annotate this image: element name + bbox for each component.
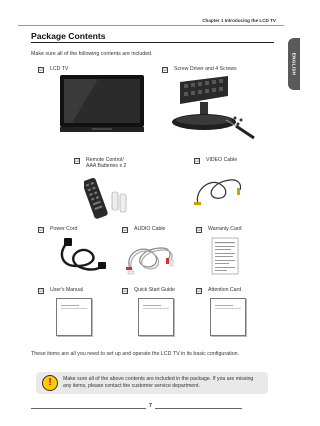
item-quick-start-guide [122, 287, 175, 294]
checkbox-icon: ☑ [75, 157, 79, 163]
checkbox-icon: ☑ [39, 226, 43, 232]
footer-rule [31, 408, 242, 409]
item-label: LCD TV [50, 66, 69, 72]
users-manual-image [56, 298, 92, 336]
item-screw-driver [162, 66, 237, 73]
checkbox-icon: ☑ [123, 287, 127, 293]
page-title: Package Contents [31, 31, 106, 41]
checkbox-icon: ☑ [39, 66, 43, 72]
checkbox-icon: ☑ [163, 66, 167, 72]
item-audio-cable [122, 226, 165, 233]
item-power-cord [38, 226, 77, 233]
power-cord-image [52, 236, 108, 276]
item-lcd-tv [38, 66, 68, 73]
notice-text: Make sure all of the above contents are included in the package. If you are missing any items, please contact the customer service department. [63, 376, 254, 389]
warranty-card-image [208, 236, 244, 278]
intro-text: Make sure all of the following contents are included. [31, 51, 153, 57]
item-label: Power Cord [50, 226, 78, 232]
chapter-header: Chapter 1 Introducing the LCD TV [202, 18, 276, 23]
item-label: Warranty Card [208, 226, 242, 232]
item-label: Attention Card [208, 287, 242, 293]
checkbox-icon: ☑ [197, 287, 201, 293]
checkbox-icon: ☑ [123, 226, 127, 232]
item-label-line1: Remote Control/ [86, 157, 124, 163]
outro-text: These items are all you need to set up and operate the LCD TV in its basic configuration. [31, 351, 240, 357]
checkbox-icon: ☑ [195, 157, 199, 163]
checkbox-icon: ☑ [39, 287, 43, 293]
video-cable-image [190, 170, 246, 210]
item-users-manual [38, 287, 83, 294]
page-number: 7 [146, 403, 155, 409]
notice-box [36, 372, 268, 394]
item-video-cable [194, 157, 237, 164]
quick-start-guide-image [138, 298, 174, 336]
item-label: User's Manual [50, 287, 83, 293]
checkbox-icon: ☑ [197, 226, 201, 232]
header-rule [18, 25, 284, 26]
item-warranty-card [196, 226, 242, 233]
language-tab-label: ENGLISH [291, 52, 297, 76]
language-tab [288, 38, 300, 90]
item-label-line2: AAA Batteries x 2 [86, 163, 127, 170]
item-label: Quick Start Guide [134, 287, 175, 293]
item-attention-card [196, 287, 241, 294]
item-label: AUDIO Cable [134, 226, 166, 232]
audio-cable-image [120, 236, 176, 276]
warning-icon: ! [42, 375, 58, 391]
item-label: VIDEO Cable [206, 157, 238, 163]
title-rule [31, 42, 274, 43]
stand-screwdriver-image [166, 74, 258, 140]
remote-control-image [84, 176, 132, 220]
lcd-tv-image [58, 73, 146, 135]
item-remote-control [74, 157, 126, 169]
item-label: Screw Driver and 4 Screws [174, 66, 237, 72]
attention-card-image [210, 298, 246, 336]
